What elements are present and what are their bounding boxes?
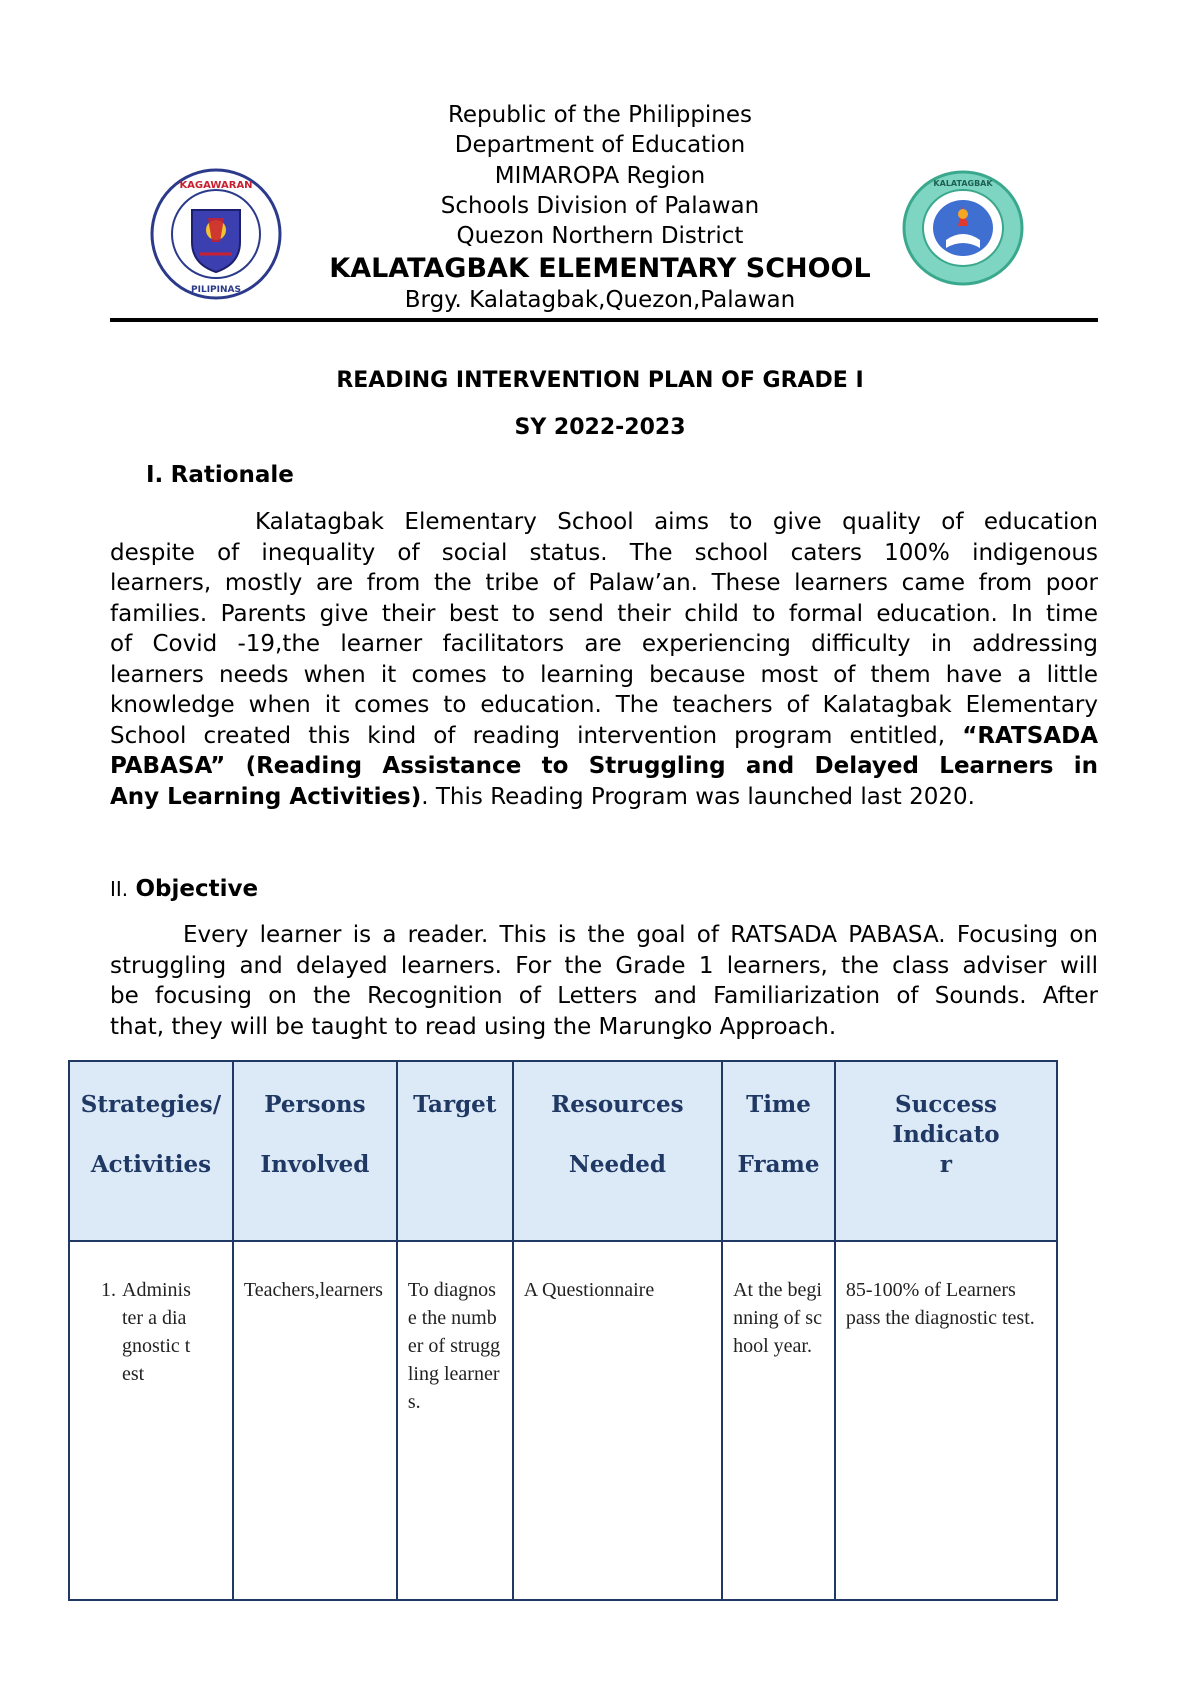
objective-paragraph <box>110 920 1098 1042</box>
rationale-title: Rationale <box>170 462 294 488</box>
header-time-frame: Time Frame <box>722 1061 835 1241</box>
school-address: Brgy. Kalatagbak,Quezon,Palawan <box>404 287 796 313</box>
cell-persons: Teachers,learners <box>233 1241 397 1600</box>
school-year: SY 2022-2023 <box>514 415 686 440</box>
objective-line: that, they will be taught to read using the Marungko Approach. <box>110 1013 837 1040</box>
svg-text:PILIPINAS: PILIPINAS <box>191 285 241 295</box>
cell-resources: A Questionnaire <box>513 1241 722 1600</box>
cell-success-indicator: 85-100% of Learners pass the diagnostic test. <box>835 1241 1057 1600</box>
objective-title: Objective <box>135 876 259 902</box>
header-resources: Resources Needed <box>513 1061 722 1241</box>
rationale-text: School created this kind of reading intervention program entitled, <box>110 722 946 749</box>
objective-numeral: II. <box>110 877 129 901</box>
cell-target: To diagnose the number of struggling learners. <box>397 1241 513 1600</box>
program-name-full: PABASA” (Reading Assistance to Struggling and Delayed Learners in <box>110 753 1098 779</box>
rationale-line: despite of inequality of social status. The school caters 100% indigenous <box>110 539 1098 566</box>
cell-activity: 1. Administer a diagnostic test <box>69 1241 233 1600</box>
rationale-tail: . This Reading Program was launched last 2020. <box>421 783 975 810</box>
program-name-part: “RATSADA <box>962 722 1099 749</box>
header-division: Schools Division of Palawan <box>440 193 760 219</box>
rationale-line <box>110 782 1098 813</box>
rationale-line: learners needs when it comes to learning because most of them have a little <box>110 661 1098 688</box>
header-region: MIMAROPA Region <box>494 163 706 189</box>
header-persons: Persons Involved <box>233 1061 397 1241</box>
objective-line: Every learner is a reader. This is the goal of RATSADA PABASA. Focusing on <box>183 922 1098 948</box>
rationale-line <box>110 721 1098 752</box>
program-name-end: Any Learning Activities) <box>110 783 422 810</box>
objective-line: be focusing on the Recognition of Letters and Familiarization of Sounds. After <box>110 983 1098 1009</box>
rationale-line: Kalatagbak Elementary School aims to give quality of education <box>255 509 1098 535</box>
rationale-paragraph <box>110 507 1098 812</box>
header-department: Department of Education <box>454 132 746 158</box>
svg-text:KALATAGBAK: KALATAGBAK <box>933 179 993 188</box>
school-name: KALATAGBAK ELEMENTARY SCHOOL <box>329 253 871 284</box>
rationale-line: of Covid -19,the learner facilitators are experiencing difficulty in addressing <box>110 631 1098 657</box>
header-republic: Republic of the Philippines <box>447 102 753 128</box>
page-title: READING INTERVENTION PLAN OF GRADE I <box>336 368 864 393</box>
objective-line: struggling and delayed learners. For the Grade 1 learners, the class adviser will <box>110 952 1098 979</box>
table-row <box>69 1241 1057 1600</box>
header-success-indicator: Success Indicato r <box>835 1061 1057 1241</box>
objective-heading <box>110 876 258 902</box>
header-district: Quezon Northern District <box>456 223 744 249</box>
header-divider <box>110 318 1098 322</box>
cell-time-frame: At the beginning of school year. <box>722 1241 835 1600</box>
header-strategies: Strategies/ Activities <box>69 1061 233 1241</box>
svg-text:KAGAWARAN: KAGAWARAN <box>179 180 253 191</box>
rationale-line: learners, mostly are from the tribe of Palaw’an. These learners came from poor <box>110 570 1098 596</box>
header-target: Target <box>397 1061 513 1241</box>
table-header-row <box>69 1061 1057 1241</box>
intervention-plan-table <box>68 1060 1058 1601</box>
rationale-numeral: I. <box>146 462 164 488</box>
rationale-line: knowledge when it comes to education. The teachers of Kalatagbak Elementary <box>110 692 1098 718</box>
rationale-line: families. Parents give their best to send their child to formal education. In time <box>110 600 1098 627</box>
rationale-heading <box>146 462 294 488</box>
